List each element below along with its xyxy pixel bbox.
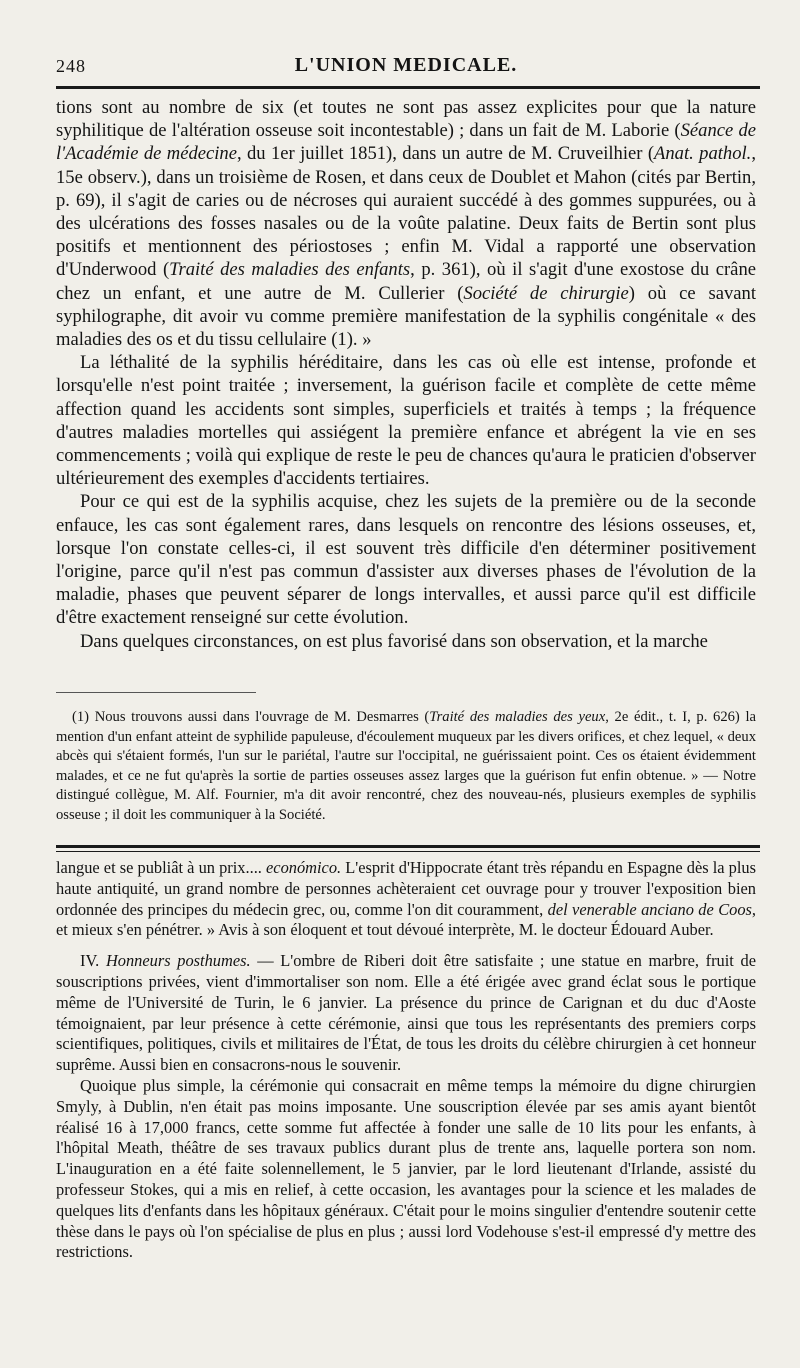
footnote-rule: [56, 692, 256, 693]
paragraph-4: Dans quelques circonstances, on est plus favorisé dans son observation, et la marche: [80, 630, 708, 652]
footnote-1: (1) Nous trouvons aussi dans l'ouvrage de M. Desmarres (Traité des maladies des yeux, 2e édit., t. I, p. 626) la mention d'un enfant atteint de syphilide papuleuse, d'écoulement muqueux par les divers orifices, et chez lequel, « deux abcès qui s'étaient formés, l'un sur le pariétal, l'autre sur l'occipital, ne guérissaient point. Ces os étaient évidemment malades, et ce ne fut qu'après la sortie de parties osseuses assez larges que la guérison fut enfin obtenue. » — Notre distingué collègue, M. Alf. Fournier, m'a dit avoir rencontré, chez des nouveau-nés, plusieurs exemples de syphilis osseuse ; il doit les communiquer à la Société.: [56, 709, 756, 823]
header-rule: [56, 86, 760, 89]
main-text: [56, 96, 756, 653]
running-head: [56, 52, 756, 84]
journal-title: L'UNION MEDICALE.: [294, 54, 518, 76]
feuilleton: [56, 858, 756, 1263]
page-number: 248: [56, 56, 86, 76]
feuilleton-paragraph-1: langue et se publiât à un prix.... económico. L'esprit d'Hippocrate étant très répandu en Espagne dès la plus haute antiquité, un grand nombre de personnes achèteraient cet ouvrage pour y trouver l'exposition bien ordonnée des principes du médecin grec, ou, comme l'on dit couramment, del venerable anciano de Coos, et mieux s'en pénétrer. » Avis à son éloquent et tout dévoué interprète, M. le docteur Édouard Auber.: [56, 858, 757, 940]
feuilleton-paragraph-2: IV. Honneurs posthumes. — L'ombre de Riberi doit être satisfaite ; une statue en marbre, fruit de souscriptions privées, vient d'immortaliser son nom. Elle a été érigée avec grand éclat sous le portique même de l'Université de Turin, le 6 janvier. La présence du prince de Carignan et du duc d'Aoste témoignaient, par leur présence à cette cérémonie, ainsi que tous les représentants des premiers corps scientifiques, politiques, civils et militaires de l'État, de tous les droits du célèbre chirurgien à cet honneur suprême. Aussi bien en consacrons-nous le souvenir.: [56, 951, 756, 1075]
feuilleton-paragraph-3: Quoique plus simple, la cérémonie qui consacrait en même temps la mémoire du digne chirurgien Smyly, à Dublin, n'en était pas moins imposante. Une souscription élevée par ses amis ayant bientôt réalisé 16 à 17,000 francs, cette somme fut affectée à fonder une salle de 10 lits pour les enfants, à l'hôpital Meath, théâtre de ses travaux publics durant plus de trente ans, laquelle portera son nom. L'inauguration en a été faite solennellement, le 5 janvier, par le lord lieutenant d'Irlande, assisté du professeur Stokes, qui a mis en relief, à cette occasion, les avantages pour la science et les malades de quelques lits d'enfants dans les hôpitaux généraux. C'était pour le moins singulier d'entendre soutenir cette thèse dans le pays où l'on spécialise de plus en plus ; aussi lord Vodehouse s'est-il empressé d'y mettre des restrictions.: [56, 1075, 756, 1262]
paragraph-3: Pour ce qui est de la syphilis acquise, chez les sujets de la première ou de la seconde enfauce, les cas sont également rares, dans lesquels on rencontre des lésions osseuses, et, lorsque l'on constate celles-ci, il est souvent très difficile d'en déterminer positivement l'origine, parce qu'il n'est pas commun d'assister aux diverses phases de l'évolution de la maladie, phases que peuvent séparer de longs intervalles, et aussi parce qu'il est difficile d'être exactement renseigné sur cette évolution.: [56, 491, 756, 629]
paragraph-2: La léthalité de la syphilis héréditaire, dans les cas où elle est intense, profonde et lorsqu'elle n'est point traitée ; inversement, la guérison facile et complète de cette même affection quand les accidents sont simples, superficiels et traités à temps ; la fréquence d'autres maladies mortelles qui assiégent la première enfance et abrégent la vie en ses commencements ; voilà qui explique de reste le peu de chances qu'aura le praticien d'observer ultérieurement des exemples d'accidents tertiaires.: [56, 352, 756, 490]
feuilleton-rule-thin: [56, 851, 760, 852]
footnote: [56, 708, 756, 826]
paragraph-1: tions sont au nombre de six (et toutes ne sont pas assez explicites pour que la nature syphilitique de l'altération osseuse soit incontestable) ; dans un fait de M. Laborie (Séance de l'Académie de médecine, du 1er juillet 1851), dans un autre de M. Cruveilhier (Anat. pathol., 15e observ.), dans un troisième de Rosen, et dans ceux de Doublet et Mahon (cités par Bertin, p. 69), il s'agit de caries ou de nécroses qui auraient succédé à des gommes suppurées, ou à des ulcérations des fosses nasales ou de la voûte palatine. Deux faits de Bertin sont plus positifs et mentionnent des périostoses ; enfin M. Vidal a rapporté une observation d'Underwood (Traité des maladies des enfants, p. 361), où il s'agit d'une exostose du crâne chez un enfant, et une autre de M. Cullerier (Société de chirurgie) où ce savant syphilographe, dit avoir vu comme première manifestation de la syphilis congénitale « des maladies des os et du tissu cellulaire (1). »: [56, 97, 756, 351]
feuilleton-rule: [56, 845, 760, 848]
